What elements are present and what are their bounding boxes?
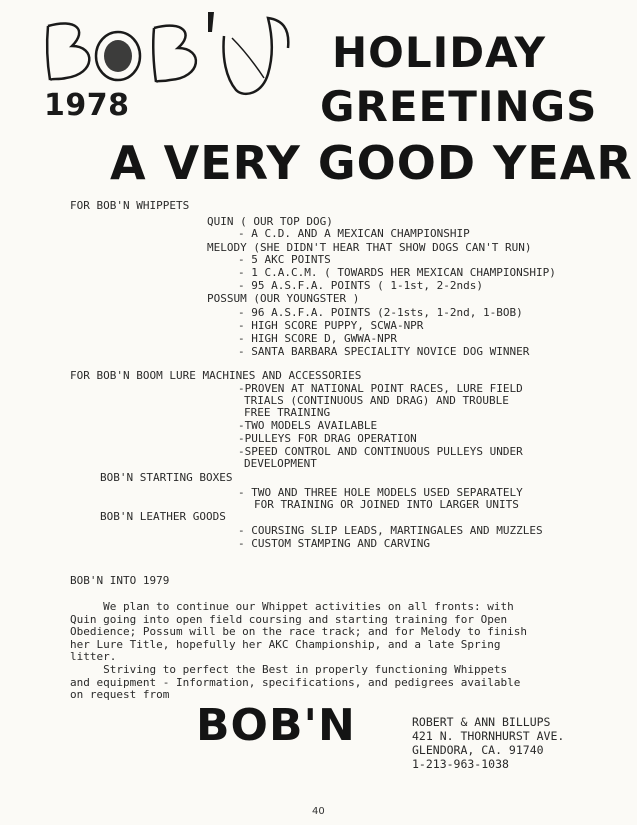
boom-item-cont: FREE TRAINING	[244, 406, 331, 419]
quin-item: - A C.D. AND A MEXICAN CHAMPIONSHIP	[238, 227, 470, 240]
year: 1978	[44, 88, 130, 123]
boom-item-cont: TRIALS (CONTINUOUS AND DRAG) AND TROUBLE	[244, 394, 509, 407]
leather-item: - CUSTOM STAMPING AND CARVING	[238, 537, 431, 550]
into-paragraph-2: Striving to perfect the Best in properly functioning Whippets and equipment - Information, specifications, and pedigrees available on request from	[70, 663, 521, 702]
boom-item: -SPEED CONTROL AND CONTINUOUS PULLEYS UNDER	[238, 445, 523, 458]
headline-good-year: A VERY GOOD YEAR	[110, 136, 633, 190]
headline-greetings: GREETINGS	[320, 82, 598, 131]
boom-item-cont: DEVELOPMENT	[244, 457, 317, 470]
into-paragraph-1: We plan to continue our Whippet activities on all fronts: with Quin going into open field coursing and starting training for Open Obedience; Possum will be on the race track; and for Melody to finish her Lure Title, hopefully her AKC Championship, and a late Spring litter.	[70, 600, 527, 664]
page-number: 40	[312, 806, 325, 817]
possum-item: - HIGH SCORE PUPPY, SCWA-NPR	[238, 319, 424, 332]
melody-title: MELODY (SHE DIDN'T HEAR THAT SHOW DOGS CAN'T RUN)	[207, 241, 532, 254]
quin-title: QUIN ( OUR TOP DOG)	[207, 215, 333, 228]
possum-title: POSSUM (OUR YOUNGSTER )	[207, 292, 360, 305]
contact-name: ROBERT & ANN BILLUPS	[412, 715, 551, 729]
contact-city: GLENDORA, CA. 91740	[412, 743, 544, 757]
melody-item: - 95 A.S.F.A. POINTS ( 1-1st, 2-2nds)	[238, 279, 484, 292]
boxes-item-cont: FOR TRAINING OR JOINED INTO LARGER UNITS	[254, 498, 519, 511]
contact-phone: 1-213-963-1038	[412, 757, 509, 771]
leather-heading: BOB'N LEATHER GOODS	[100, 510, 226, 523]
into-heading: BOB'N INTO 1979	[70, 574, 170, 587]
possum-item: - SANTA BARBARA SPECIALITY NOVICE DOG WINNER	[238, 345, 530, 358]
boxes-heading: BOB'N STARTING BOXES	[100, 471, 233, 484]
leather-item: - COURSING SLIP LEADS, MARTINGALES AND MUZZLES	[238, 524, 543, 537]
boom-item: -PULLEYS FOR DRAG OPERATION	[238, 432, 417, 445]
melody-item: - 5 AKC POINTS	[238, 253, 331, 266]
bobn-signature: BOB'N	[196, 700, 356, 751]
boom-item: -TWO MODELS AVAILABLE	[238, 419, 378, 432]
headline-holiday: HOLIDAY	[332, 28, 547, 77]
whippets-heading: FOR BOB'N WHIPPETS	[70, 199, 190, 212]
possum-item: - 96 A.S.F.A. POINTS (2-1sts, 1-2nd, 1-BOB)	[238, 306, 523, 319]
boom-item: -PROVEN AT NATIONAL POINT RACES, LURE FIELD	[238, 382, 523, 395]
boxes-item: - TWO AND THREE HOLE MODELS USED SEPARATELY	[238, 486, 523, 499]
boom-heading: FOR BOB'N BOOM LURE MACHINES AND ACCESSORIES	[70, 369, 362, 382]
possum-item: - HIGH SCORE D, GWWA-NPR	[238, 332, 397, 345]
bobn-logo	[36, 8, 326, 98]
melody-item: - 1 C.A.C.M. ( TOWARDS HER MEXICAN CHAMPIONSHIP)	[238, 266, 556, 279]
contact-address: 421 N. THORNHURST AVE.	[412, 729, 565, 743]
